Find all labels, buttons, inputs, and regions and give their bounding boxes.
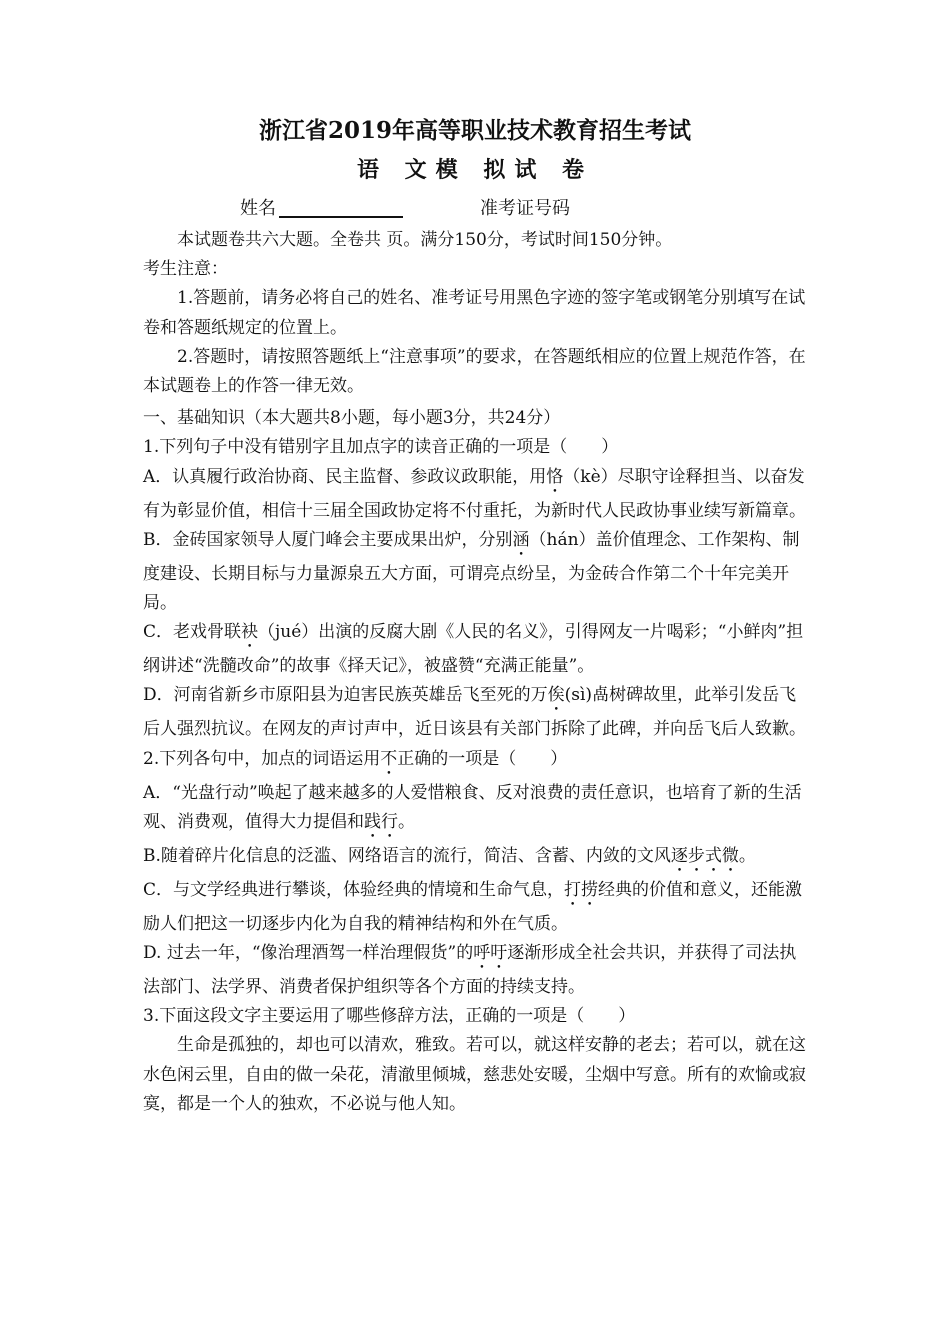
section-heading: 一、基础知识（本大题共8小题，每小题3分，共24分） [143, 408, 561, 429]
dotted-word: 呼吁 [473, 943, 508, 964]
question-2-option-d: D. 过去一年，“像治理酒驾一样治理假货”的呼吁逐渐形成全社会共识，并获得了司法执法部门、法学界、消费者保护组织等各个方面的持续支持。 [143, 943, 797, 998]
notice-item: 2.答题时，请按照答题纸上“注意事项”的要求，在答题纸相应的位置上规范作答，在本试题卷上的作答一律无效。 [143, 346, 806, 397]
name-blank-line [279, 216, 403, 218]
notice-item: 1.答题前，请务必将自己的姓名、准考证号用黑色字迹的签字笔或钢笔分别填写在试卷和答题纸规定的位置上。 [143, 288, 806, 338]
question-1-option-c: C．老戏骨联袂（jué）出演的反腐大剧《人民的名义》，引得网友一片喝彩；“小鲜肉”担纲讲述“洗髓改命”的故事《择天记》，被盛赞“充满正能量”。 [143, 622, 804, 677]
dotted-char: 袂 [241, 622, 259, 643]
question-1-option-d: D．河南省新乡市原阳县为迫害民族英雄岳飞至死的万俟(sì)卨树碑故里，此举引发岳飞后人强烈抗议。在网友的声讨声中，近日该县有关部门拆除了此碑，并向岳飞后人致歉。 [143, 685, 806, 740]
exam-body [143, 226, 813, 1119]
dotted-word: 打捞 [564, 879, 599, 900]
question-3-passage: 生命是孤独的，却也可以清欢，雅致。若可以，就这样安静的老去；若可以，就在这水色闲云里，自由的做一朵花，清澈里倾城，慈悲处安暖，尘烟中写意。所有的欢愉或寂寞，都是一个人的独欢，不必说与他人知。 [143, 1035, 806, 1114]
name-label: 姓名 [240, 198, 276, 219]
question-1-option-b: B．金砖国家领导人厦门峰会主要成果出炉，分别涵（hán）盖价值理念、工作架构、制度建设、长期目标与力量源泉五大方面，可谓亮点纷呈，为金砖合作第二个十年完美开局。 [143, 529, 800, 614]
dotted-word: 践行 [364, 811, 398, 832]
exam-subtitle: 语 文模 拟试 卷 [357, 157, 593, 183]
notice-title: 考生注意： [143, 259, 228, 280]
dotted-char: 涵 [512, 529, 530, 550]
dotted-word: 逐步式微 [670, 845, 739, 866]
dotted-char: 俟 [547, 685, 565, 706]
question-2-option-b: B.随着碎片化信息的泛滥、网络语言的流行，简洁、含蓄、内敛的文风逐步式微。 [143, 845, 756, 866]
exam-number-label: 准考证号码 [480, 198, 570, 219]
dotted-char: 恪 [546, 466, 564, 487]
intro-text: 本试题卷共六大题。全卷共 页。满分150分，考试时间150分钟。 [177, 230, 673, 250]
question-2-option-a: A．“光盘行动”唤起了越来越多的人爱惜粮食、反对浪费的责任意识，也培育了新的生活观、消费观，值得大力提倡和践行。 [143, 782, 802, 832]
question-1-stem: 1.下列句子中没有错别字且加点字的读音正确的一项是（ ） [143, 437, 619, 458]
question-3-stem: 3.下面这段文字主要运用了哪些修辞方法，正确的一项是（ ） [143, 1006, 636, 1027]
exam-title: 浙江省2019年高等职业技术教育招生考试 [258, 117, 691, 144]
dotted-char: 不 [380, 748, 398, 769]
question-2-option-c: C．与文学经典进行攀谈，体验经典的情境和生命气息，打捞经典的价值和意义，还能激励人们把这一切逐步内化为自我的精神结构和外在气质。 [143, 879, 803, 934]
candidate-info-row [240, 194, 800, 222]
question-2-stem: 2.下列各句中，加点的词语运用不正确的一项是（ ） [143, 748, 568, 769]
question-1-option-a: A．认真履行政治协商、民主监督、参政议政职能，用恪（kè）尽职守诠释担当、以奋发有为彰显价值，相信十三届全国政协定将不付重托，为新时代人民政协事业续写新篇章。 [143, 466, 806, 521]
